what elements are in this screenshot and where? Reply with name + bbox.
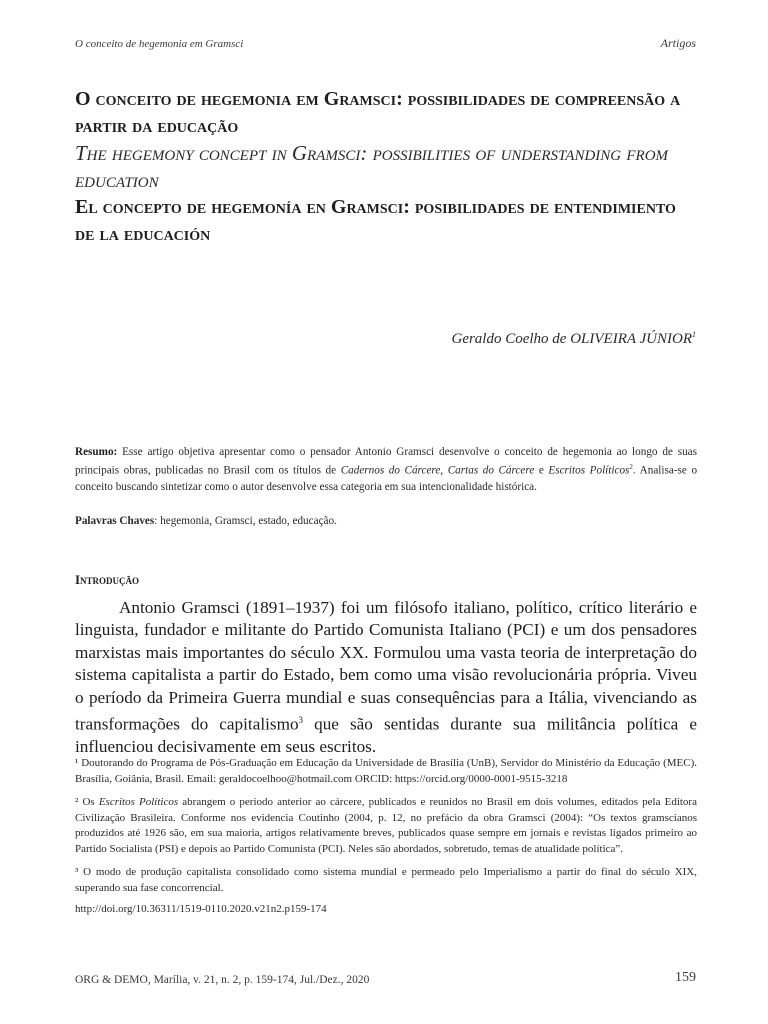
section-heading-introduction: Introdução <box>75 572 140 587</box>
author-name: Geraldo Coelho de OLIVEIRA JÚNIOR <box>451 331 692 347</box>
abstract-label: Resumo: <box>75 446 118 458</box>
introduction-paragraph <box>75 597 697 759</box>
footnotes <box>75 756 697 926</box>
footnote-2 <box>75 795 697 857</box>
title-portuguese: O conceito de hegemonia em Gramsci: possibilidades de compreensão a partir da educação <box>75 88 681 137</box>
keywords-label: Palavras Chaves <box>75 515 155 527</box>
abstract-text-1: Esse artigo objetiva apresentar como o pensador Antonio Gramsci desenvolve o conceito de hegemonia ao longo de suas principais obras, publicadas no Brasil com os títulos de <box>75 446 697 478</box>
abstract <box>75 445 697 495</box>
author-note-ref[interactable]: 1 <box>692 330 696 339</box>
footnote-2-work: Escritos Políticos <box>98 796 179 808</box>
intro-text-2: que são sentidas durante sua militância política e influenciou decisivamente em seus escritos. <box>75 714 697 757</box>
abstract-text-2: . Analisa-se o conceito buscando sintetizar como o autor desenvolve essa categoria em sua intencionalidade histórica. <box>75 465 698 493</box>
section-label: Artigos <box>660 36 696 50</box>
author-line <box>451 330 696 348</box>
abstract-work-2: Cartas do Cárcere <box>447 465 535 478</box>
footnote-3: ³ O modo de produção capitalista consolidado como sistema mundial e permeado pelo Imperialismo a partir do final do século XIX, superando sua fase concorrencial. <box>75 866 697 894</box>
intro-text-1: Antonio Gramsci (1891–1937) foi um filósofo italiano, político, crítico literário e linguista, fundador e militante do Partido Comunista Italiano (PCI) e um dos pensadores marxistas mais importantes do século XX. Formulou uma vasta teoria de interpretação do sistema capitalista a partir do Estado, bem como uma visão revolucionária própria. Viveu o período da Primeira Guerra mundial e suas consequências para a Itália, vivenciando as transformações do capitalismo <box>75 598 697 734</box>
intro-note-ref[interactable]: 3 <box>298 715 304 726</box>
running-title: O conceito de hegemonia em Gramsci <box>75 38 244 50</box>
title-english: The hegemony concept in Gramsci: possibilities of understanding from education <box>75 141 669 192</box>
title-spanish: El concepto de hegemonía en Gramsci: posibilidades de entendimiento de la educación <box>75 196 676 245</box>
journal-citation: ORG & DEMO, Marília, v. 21, n. 2, p. 159-174, Jul./Dez., 2020 <box>75 974 370 986</box>
abstract-sep-1: , <box>440 465 448 478</box>
abstract-sep-2: e <box>534 465 549 478</box>
footnote-2-text: abrangem o período anterior ao cárcere, publicados e reunidos no Brasil em dois volumes, editados pela Editora Civilização Brasileira. Conforme nos evidencia Coutinho (2004, p. 12, no prefácio da obra Gramsci (2004): “Os textos gramscianos produzidos até 1926 são, em sua maioria, artigos relativamente breves, publicados quase sempre em jornais e revistas ligados primeiro ao Partido Socialista (PSI) e depois ao Partido Comunista (PCI). Neles são abordados, sobretudo, temas de atualidade política”. <box>75 796 697 855</box>
doi-link[interactable]: http://doi.org/10.36311/1519-0110.2020.v21n2.p159-174 <box>75 903 327 915</box>
page-number: 159 <box>675 970 696 985</box>
keywords-text: : hegemonia, Gramsci, estado, educação. <box>154 515 337 527</box>
footnote-2-prefix: ² Os <box>75 796 99 808</box>
abstract-work-3: Escritos Políticos <box>548 465 630 478</box>
footnote-1: ¹ Doutorando do Programa de Pós-Graduação em Educação da Universidade de Brasília (UnB), Servidor do Ministério da Educação (MEC). Brasília, Goiânia, Brasil. Email: geraldocoelhoo@hotmail.com ORCID: https://orcid.org/0000-0001-9515-3218 <box>75 757 697 785</box>
abstract-note-ref[interactable]: 2 <box>629 463 633 472</box>
keywords <box>75 515 697 527</box>
article-titles <box>75 86 695 248</box>
abstract-work-1: Cadernos do Cárcere <box>340 465 441 478</box>
